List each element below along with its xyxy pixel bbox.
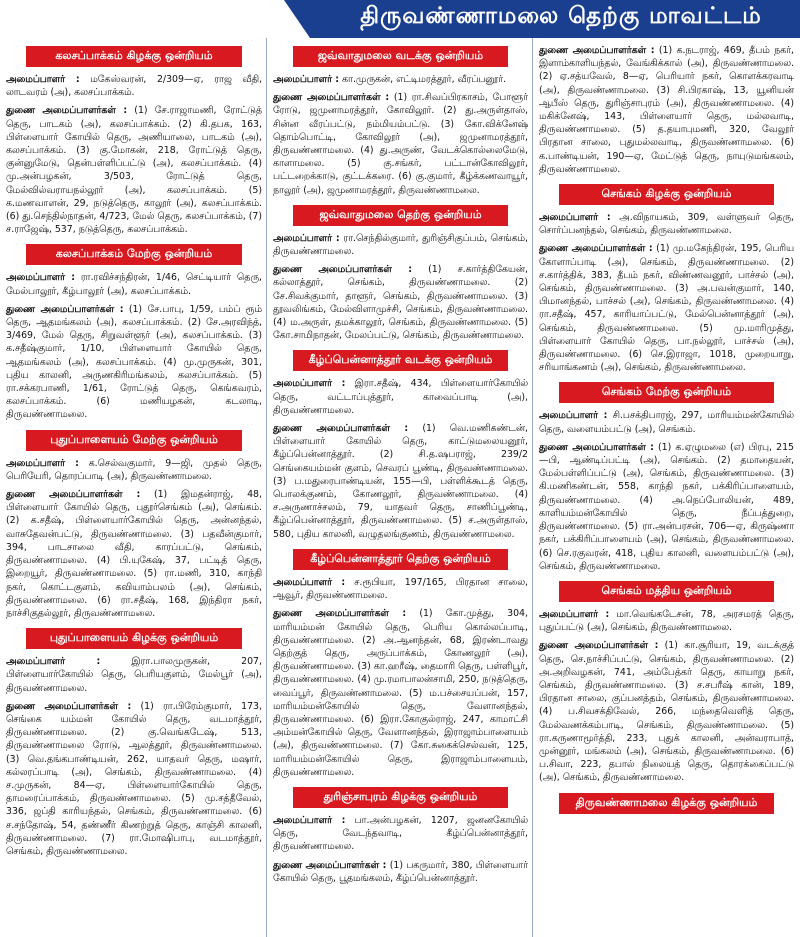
organizer-entry	[273, 232, 528, 258]
deputy-label: துணை அமைப்பாளர்கள் :	[6, 105, 128, 117]
deputy-label: துணை அமைப்பாளர்கள் :	[6, 489, 141, 501]
organizer-label: அமைப்பாளர் :	[539, 410, 608, 422]
organizer-label: அமைப்பாளர் :	[539, 608, 610, 620]
deputy-label: துணை அமைப்பாளர்கள் :	[539, 441, 654, 453]
union-section	[539, 793, 794, 814]
organizer-text: ரா.செந்தில்குமார், துரிஞ்சிகுப்பம், செங்கம், திருவண்ணாமலை.	[273, 232, 528, 258]
section-header: கீழ்ப்பென்னாத்தூர் தெற்கு ஒன்றியம்	[293, 549, 507, 570]
organizer-text: மகேஸ்வரன், 2/309—ஏ, ராஜ வீதி, லாடவரம் (அ), கலசப்பாக்கம்.	[6, 74, 262, 99]
organizer-entry	[273, 576, 528, 602]
deputy-label: துணை அமைப்பாளர்கள் :	[273, 608, 407, 620]
organizer-entry	[273, 73, 528, 86]
deputy-organizers-entry	[273, 859, 528, 885]
union-section	[273, 549, 528, 779]
organizer-text: ரா.ரவிச்சந்திரன், 1/46, செட்டியார் தெரு, மேல்பாலூர், கீழ்பாலூர் (அ), கலசப்பாக்கம்.	[6, 272, 263, 297]
section-header: கீழ்ப்பென்னாத்தூர் வடக்கு ஒன்றியம்	[293, 350, 507, 371]
page-banner	[0, 0, 800, 38]
union-section	[273, 205, 528, 343]
deputy-organizers-entry	[539, 441, 794, 573]
section-header: திருவண்ணாமலை கிழக்கு ஒன்றியம்	[559, 793, 773, 814]
deputy-text: (1) கா.சூரியா, 19, வடக்குத் தெரு, செ.நாச்சிப்பட்டு, செங்கம், திருவண்ணாமலை. (2) அ.அறிவழகன், 741, அம்பேத்கர் தெரு, காயாறு நகர், செங்கம், திருவண்ணாமலை. (3) ச.சபரீஷ் கான், 189, பிரதான சாலை, குப்பனத்தம், செங்கம், திருவண்ணாமலை. (4) ப.சிவசக்திவேல், 266, மந்தைவெளித் தெரு, மேல்வணக்கம்பாடி, செங்கம், திருவண்ணாமலை. (5) ரா.கருணாமூர்த்தி, 233, புதுக் காலனி, அன்வராபாத், முன்னூர், மங்கலம் (அ), செங்கம், திருவண்ணாமலை. (6) ப.சிவா, 223, தபால் நிலையத் தெரு, தொரக்கைப்பட்டு (அ), செங்கம், திருவண்ணாமலை.	[539, 640, 794, 784]
deputy-text: (1) சே.ராஜாமணி, ரோட்டுத் தெரு, பாடகம் (அ), கலசப்பாக்கம். (2) கி.தபக, 163, பிள்ளையார் கோயில் தெரு, அணியாலை, பாடகம் (அ), கலசப்பாக்கம். (3) கு.மோகன், 218, ரோட்டுத் தெரு, குன்னுமேடு, தென்பள்ளிப்பட்டு (அ), கலசப்பாக்கம். (4) மு.அன்பழகன், 3/503, ரோட்டுத் தெரு, மேல்வில்வராயநல்லூர் (அ), கலசப்பாக்கம். (5) க.மணவாளன், 29, நடுத்தெரு, காலூர் (அ), கலசப்பாக்கம். (6) து.செந்தில்நாதன், 4/723, மேல் தெரு, கலசப்பாக்கம், (7) ச.ராஜேஷ், 537, நடுத்தெரு, கலசப்பாக்கம்.	[6, 105, 262, 236]
deputy-organizers-entry	[273, 263, 528, 342]
organizer-text: சி.பசக்திபாரஜ், 297, மாரியம்மன்கோயில் தெரு, வளையம்பட்டு (அ), செங்கம்.	[539, 410, 794, 435]
union-section-continued	[539, 44, 794, 176]
organizer-entry	[539, 608, 794, 634]
deputy-organizers-entry	[6, 700, 262, 858]
deputy-text: (1) க.நடராஜ், 469, தீபம் நகர், இளாம்காளியந்தல், வேங்கிக்கால் (அ), திருவண்ணாமலை. (2) ஏ.சத்யவேல், 8—ஏ, பெரியார் நகர், கொளக்கரவாடி (அ), திருவண்ணாமலை. (3) சி.பிரகாஷ், 13, யூனியன் ஆபீஸ் தெரு, துரிஞ்சாபுரம் (அ), திருவண்ணாமலை. (4) மகிக்னேஷ், 143, பிள்ளையார் தெரு, மல்லவாடி, திருவண்ணாமலை. (5) த.தயாபுமணி, 320, வேலூர் பிரதான சாலை, புதுமல்லவாடி, திருவண்ணாமலை. (6) க.பாண்டியன், 190—ஏ, மேட்டுத் தெரு, நாயுடுமங்கலம், திருவண்ணாமலை.	[539, 45, 794, 175]
deputy-text: (1) இமதன்ராஜ், 48, பிள்ளையார் கோயில் தெரு, புதூர்செங்கம் (அ), செங்கம். (2) க.சதீஷ், பிள்ளையார்கோயில் தெரு, அன்னந்தல், வாசுதேவன்பட்டு, திருவண்ணாமலை. (3) பதவீன்குமார், 394, பாடசாலை வீதி, காரப்பட்டு, செங்கம், திருவண்ணாமலை. (4) பி.யுகேஷ், 37, பட்டித் தெரு, இறையூர், திருவண்ணாமலை. (5) ரா.மணி, 310, காந்தி நகர், கொட்டகுளம், கவியாம்பலம் (அ), செங்கம், திருவண்ணாமலை. (6) ரா.சதீஷ், 168, இந்திரா நகர், நாச்சிகுதல்லூர், திருவண்ணாமலை.	[6, 489, 262, 619]
union-section	[539, 184, 794, 374]
deputy-label: துணை அமைப்பாளர்கள் :	[273, 92, 390, 104]
deputy-text: (1) கோ.முத்து, 304, மாரியம்மன் கோயில் தெரு, பெரிய கொல்லப்பாடி, திருவண்ணாமலை. (2) அ.ஆனந்தன், 68, இரண்டாவது தெற்குத் தெரு, அருப்பாக்கம், கோணலூர் (அ), திருவண்ணாமலை. (3) கா.ஹரீஷ், தைமாரி தெரு, பள்ளிபூர், திருவண்ணாமலை. (4) மு.ரமாபாலன்சாமி, 250, நடுத்தெரு, வைப்பூர், திருவண்ணாமலை. (5) ம.பச்சையப்பன், 157, மாரியம்மன்கோயில் தெரு, வேளானந்தல், திருவண்ணாமலை. (6) இரா.கோகுல்ராஜ், 247, காமாட்சி அம்மன்கோயில் தெரு, வேளானந்தல், இராஜாம்பாளையம் (அ), திருவண்ணாமலை. (7) கோ.சுகைக்செல்வன், 125, மாரியம்மன்கோயில் தெரு, இராஜாம்பாளையம், திருவண்ணாமலை.	[273, 608, 528, 778]
organizer-label: அமைப்பாளர் :	[273, 576, 346, 588]
organizer-entry	[6, 457, 262, 483]
union-section	[6, 244, 262, 421]
deputy-label: துணை அமைப்பாளர்கள் :	[539, 243, 653, 255]
deputy-organizers-entry	[6, 303, 262, 422]
section-header: ஜவ்வாதுமலை வடக்கு ஒன்றியம்	[293, 46, 507, 67]
section-header: செங்கம் மத்திய ஒன்றியம்	[559, 581, 773, 602]
deputy-label: துணை அமைப்பாளர்கள் :	[539, 45, 655, 56]
union-section	[6, 46, 262, 236]
column-2	[266, 38, 532, 937]
column-3	[532, 38, 798, 937]
section-header: புதுப்பாளையம் மேற்கு ஒன்றியம்	[26, 430, 241, 451]
deputy-label: துணை அமைப்பாளர்கள் :	[273, 264, 412, 276]
organizer-label: அமைப்பாளர் :	[539, 212, 611, 224]
section-header: செங்கம் கிழக்கு ஒன்றியம்	[559, 184, 773, 205]
deputy-text: (1) பகருமார், 380, பிள்ளையார் கோயில் தெரு, பூதமங்கலம், கீழ்ப்பென்னாத்தூர்.	[273, 859, 528, 884]
deputy-text: (1) க.ஏழுமலை (எ) பிரபு, 215—பி, ஆண்டிப்பட்டி (அ), செங்கம். (2) தமாதையன், மேல்பள்ளிப்பட்டு (அ), செங்கம், திருவண்ணாமலை. (3) கி.மணிகண்டன், 558, காந்தி நகர், பக்கிரிப்பாளையம், திருவண்ணாமலை. (4) அ.நெப்போலியன், 489, காளியம்மன்கோயில் தெரு, நீப்பத்துறை, திருவண்ணாமலை. (5) ரா.அன்பரசன், 706—ஏ, கிருஷ்ணா நகர், பக்கிரிப்பாளையம் (அ), செங்கம், திருவண்ணாமலை. (6) செ.ரகுவரன், 418, புதிய காலனி, வளையம்பட்டு (அ), செங்கம், திருவண்ணாமலை.	[539, 441, 794, 572]
deputy-organizers-entry	[273, 91, 528, 197]
union-section	[539, 382, 794, 572]
deputy-text: (1) சே.பாபு, 1/59, பம்ப் ரூம் தெரு, ஆதமங்கலம் (அ), கலசப்பாக்கம். (2) சே.அரவிந்த், 3/469, மேல் தெரு, சிறுவள்ளூர் (அ), கலசப்பாக்கம். (3) க.சதீஷ்குமார், 1/10, பிள்ளையார் கோயில் தெரு, ஆதமங்கலம் (அ), கலசப்பாக்கம். (4) மு.முருகன், 301, புதிய காலனி, அருணகிரிமங்கலம், கலசப்பாக்கம். (5) ரா.சக்கரபாணி, 1/61, ரோட்டுத் தெரு, கெங்கவரம், கலசப்பாக்கம். (6) மணியழகன், கடலாடி, திருவண்ணாமலை.	[6, 303, 262, 421]
organizer-label: அமைப்பாளர் :	[273, 74, 340, 85]
deputy-text: (1) வெ.மணிகண்டன், பிள்ளையார் கோயில் தெரு, காட்டுமலையனூர், கீழ்ப்பென்னாத்தூர். (2) சி.த.ஷபராஜ், 239/2 செங்கையம்மன் குளம், செவரப் பூண்டி, திருவண்ணாமலை. (3) ப.மதுரைபாண்டியன், 155—பி, பள்ளிக்கூடத் தெரு, பொலக்குணம், கோணலூர், திருவண்ணாமலை. (4) ச.அருணாச்சலம், 79, யாதவர் தெரு, சாணிப்பூண்டி, கீழ்ப்பென்னாத்தூர், திருவண்ணாமலை. (5) ச.அருள்தாஸ், 580, புதிய காலனி, வழுதலங்குணம், திருவண்ணாமலை.	[273, 423, 528, 540]
organizer-text: அ.விநாயகம், 309, வள்ளுவர் தெரு, சொர்ப்பனந்தல், செங்கம், திருவண்ணாமலை.	[539, 212, 794, 237]
organizer-text: பா.அன்பழகன், 1207, ஜனனகோயில் தெரு, வேடந்தவாடி, கீழ்ப்பென்னாத்தூர், திருவண்ணாமலை.	[273, 814, 528, 853]
deputy-text: (1) ரா.சிவப்பிரகாசம், போளூர் ரோடு, ஜமுனாமரத்தூர், கோவிலூர். (2) து.அருள்தாஸ், சின்ன வீரப்பட்டு, நம்மியம்பட்டு. (3) கோ.விக்னேஷ் தொம்பொட்டி, கோவிலூர் (அ), ஜமுனாமரத்தூர், திருவண்ணாமலை. (4) து.அருண், வேடக்கொல்லைமேடு, காளாமலை. (5) கு.சங்கர், பட்டான்கோவிலூர், பட்டறைக்காடு, குட்டக்கரை. (6) கு.குமார், கீழ்க்கணவாயூர், நாலூர் (அ), ஜமுனாமரத்தூர், திருவண்ணாமலை.	[273, 92, 528, 196]
deputy-organizers-entry	[539, 639, 794, 784]
organizer-text: கா.முருகன், எட்டிமரத்தூர், வீரப்பனூர்.	[342, 74, 507, 85]
organizer-text: க.செல்வகுமார், 9—ஜி, முதல் தெரு, பெரியேரி, தொரப்பாடி (அ), திருவண்ணாமலை.	[6, 457, 262, 482]
union-section	[273, 787, 528, 885]
organizer-label: அமைப்பாளர் :	[6, 272, 75, 284]
organizer-entry	[6, 73, 262, 99]
deputy-label: துணை அமைப்பாளர்கள் :	[273, 859, 387, 871]
organizer-entry	[273, 814, 528, 854]
union-section	[6, 430, 262, 620]
organizer-entry	[539, 409, 794, 435]
organizer-text: ச.ரூபியா, 197/165, பிரதான சாலை, ஆவூர், திருவண்ணாமலை.	[273, 576, 529, 602]
deputy-label: துணை அமைப்பாளர்கள் :	[273, 423, 409, 435]
section-header: செங்கம் மேற்கு ஒன்றியம்	[559, 382, 773, 403]
deputy-text: (1) ரா.பிரேம்குமார், 173, செங்கை யம்மன் கோயில் தெரு, வடமாத்தூர், திருவண்ணாமலை. (2) கு.வெங்கடேஷ், 513, திருவண்ணாமலை ரோடு, ஆலத்தூர், திருவண்ணாமலை. (3) வெ.தங்கபாண்டியன், 262, யாதவர் தெரு, மஷார், கல்லரப்பாடி (அ), செங்கம், திருவண்ணாமலை. (4) ச.முருகன், 84—ஏ, பிள்ளையார்கோயில் தெரு, தாமரைப்பாக்கம், திருவண்ணாமலை. (5) மு.சத்தீவேல், 336, ஜப்தி காரியந்தல், செங்கம், திருவண்ணாமலை. (6) ச.சந்தோஷ், 54, தண்ணீர் கிணற்றுத் தெரு, காஞ்சி காலனி, திருவண்ணாமலை. (7) ரா.மோஷிபாபு, வடமாத்தூர், செங்கம், திருவண்ணாமலை.	[6, 700, 262, 857]
deputy-text: (1) ச.கார்த்திகேயன், கல்லாத்தூர், செங்கம், திருவண்ணாமலை. (2) சே.சிவக்குமார், தாளூர், செங்கம், திருவண்ணாமலை. (3) தூவலிங்கம், மேல்விளாமுச்சி, செங்கம், திருவண்ணாமலை. (4) ம.அருள், தமக்காலூர், செங்கம், திருவண்ணாமலை. (5) கோ.சாமிநாதன், மேலப்பட்டு, செங்கம், திருவண்ணாமலை.	[273, 264, 528, 342]
union-section	[273, 350, 528, 540]
organizer-entry	[6, 655, 262, 695]
deputy-label: துணை அமைப்பாளர்கள் :	[6, 303, 124, 315]
organizer-label: அமைப்பாளர் :	[273, 814, 346, 826]
organizer-label: அமைப்பாளர் :	[6, 74, 80, 85]
organizer-entry	[539, 211, 794, 237]
deputy-label: துணை அமைப்பாளர்கள் :	[539, 640, 659, 652]
union-section	[273, 46, 528, 197]
organizer-entry	[273, 377, 528, 417]
section-header: கலசப்பாக்கம் மேற்கு ஒன்றியம்	[26, 244, 241, 265]
organizer-label: அமைப்பாளர் :	[273, 378, 346, 390]
deputy-organizers-entry	[539, 44, 794, 176]
section-header: துரிஞ்சாபுரம் கிழக்கு ஒன்றியம்	[293, 787, 507, 808]
union-section	[539, 581, 794, 785]
page-title: திருவண்ணாமலை தெற்கு மாவட்டம்	[360, 3, 762, 29]
organizer-label: அமைப்பாளர் :	[273, 232, 340, 244]
deputy-organizers-entry	[273, 607, 528, 779]
organizer-label: அமைப்பாளர் :	[6, 656, 101, 668]
organizer-entry	[6, 271, 262, 297]
organizer-text: இரா.சதீஷ், 434, பிள்ளையார்கோயில் தெரு, வட்டாப்புத்தூர், காவைப்பாடி (அ), திருவண்ணாமலை.	[273, 378, 528, 416]
section-header: கலசப்பாக்கம் கிழக்கு ஒன்றியம்	[26, 46, 241, 67]
organizer-label: அமைப்பாளர் :	[6, 457, 79, 469]
deputy-organizers-entry	[6, 488, 262, 620]
organizer-text: இரா.பாலமுருகன், 207, பிள்ளையார்கோயில் தெரு, பெரியகுளம், மேல்பூர் (அ), திருவண்ணாமலை.	[6, 656, 262, 694]
section-header: புதுப்பாளையம் கிழக்கு ஒன்றியம்	[26, 628, 241, 649]
organizer-text: மா.வெங்கடேசன், 78, அரசமரத் தெரு, புதுப்பட்டு (அ), செங்கம், திருவண்ணாமலை.	[539, 608, 794, 634]
deputy-organizers-entry	[273, 422, 528, 541]
deputy-text: (1) மு.மகேந்திரன், 195, பெரிய கோளாப்பாடி (அ), செங்கம், திருவண்ணாமலை. (2) ச.கார்த்திக், 383, தீபம் நகர், விண்ணவனூர், பாச்சல் (அ), செங்கம், திருவண்ணாமலை. (3) அ.பவன்குமார், 140, பிமானந்தல், பாச்சல் (அ), செங்கம், திருவண்ணாமலை. (4) ரா.சதீஷ், 457, காரியாப்பட்டு, மேல்பென்னாத்தூர் (அ), செங்கம், திருவண்ணாமலை. (5) மு.மாரிமுத்து, பிள்ளையார் கோயில் தெரு, பா.நல்லூர், பாச்சல் (அ), திருவண்ணாமலை. (6) செ.இராஜா, 1018, முறையாறு, சரியாங்கணம் (அ), செங்கம், திருவண்ணாமலை.	[539, 243, 794, 374]
deputy-organizers-entry	[6, 104, 262, 236]
columns-container	[0, 38, 800, 937]
column-1	[0, 38, 266, 937]
union-section	[6, 628, 262, 858]
section-header: ஜவ்வாதுமலை தெற்கு ஒன்றியம்	[293, 205, 507, 226]
deputy-label: துணை அமைப்பாளர்கள் :	[6, 700, 132, 712]
deputy-organizers-entry	[539, 242, 794, 374]
